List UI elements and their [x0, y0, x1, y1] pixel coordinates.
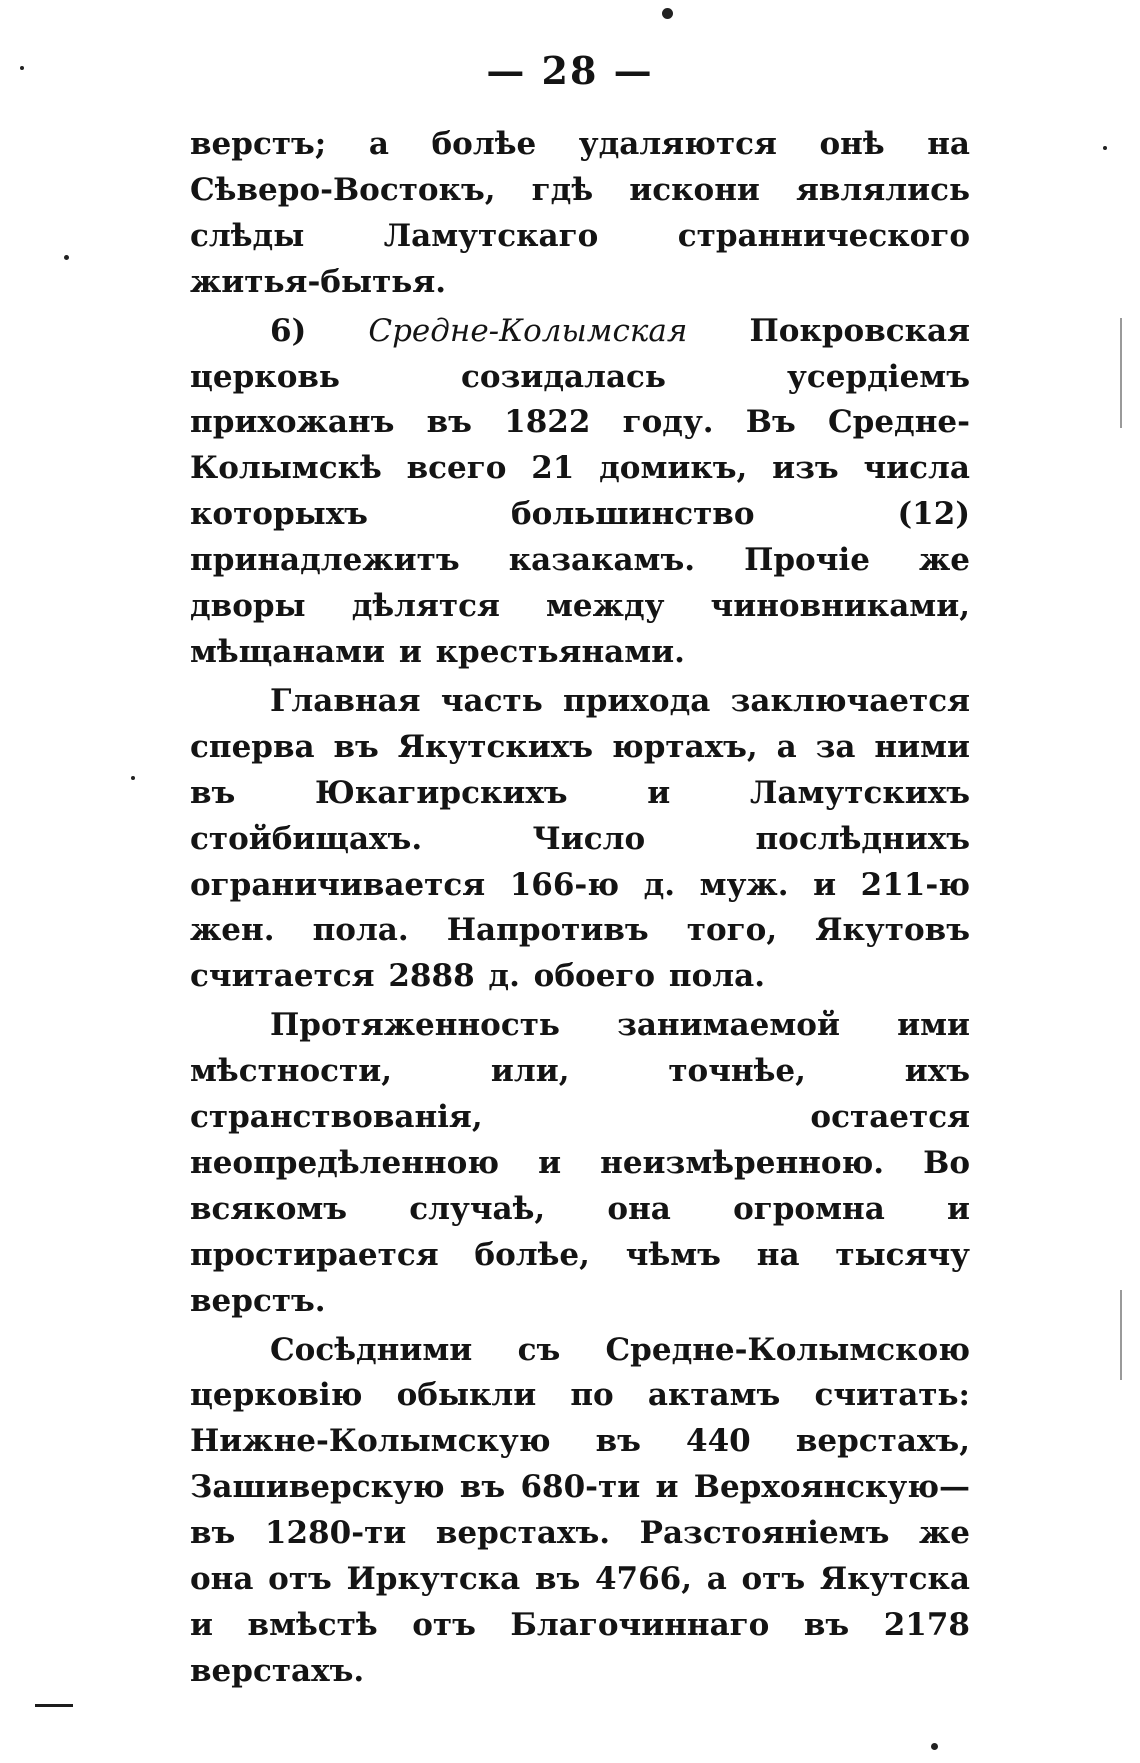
paragraph-3	[190, 679, 970, 1000]
scan-dash-mark	[35, 1704, 73, 1707]
paragraph-2-text: Покровская церковь созидалась усердіемъ прихожанъ въ 1822 году. Въ Средне-Колымскѣ всего 21 домикъ, изъ числа которыхъ большинство (12) принадлежитъ казакамъ. Прочіе же дворы дѣлятся между чиновниками, мѣщанами и крестьянами.	[190, 312, 970, 670]
scan-speck	[131, 776, 135, 780]
paragraph-2-emphasis: Средне-Колымская	[368, 312, 688, 349]
paragraph-2-lead: 6)	[270, 312, 369, 349]
paragraph-4-text: Протяженность занимаемой ими мѣстности, или, точнѣе, ихъ странствованія, остается неопредѣленною и неизмѣренною. Во всякомъ случаѣ, она огромна и простирается болѣе, чѣмъ на тысячу верстъ.	[190, 1007, 970, 1319]
scan-edge-mark	[1120, 1290, 1122, 1380]
paragraph-2	[190, 309, 970, 676]
scan-speck	[662, 8, 673, 19]
paragraph-5-text: Сосѣдними съ Средне-Колымскою церковію обыкли по актамъ считать: Нижне-Колымскую въ 440 верстахъ, Зашиверскую въ 680-ти и Верхоянскую—въ 1280-ти верстахъ. Разстояніемъ же она отъ Иркутска въ 4766, а отъ Якутска и вмѣстѣ отъ Благочиннаго въ 2178 верстахъ.	[190, 1331, 970, 1689]
scan-speck	[64, 255, 69, 260]
scan-speck	[1103, 146, 1107, 150]
scan-speck	[931, 1743, 938, 1750]
scan-speck	[20, 66, 24, 70]
body-text	[190, 122, 970, 1698]
paragraph-3-text: Главная часть прихода заключается сперва въ Якутскихъ юртахъ, а за ними въ Юкагирскихъ и Ламутскихъ стойбищахъ. Число послѣднихъ ограничивается 166-ю д. муж. и 211-ю жен. пола. Напротивъ того, Якутовъ считается 2888 д. обоего пола.	[190, 682, 970, 995]
paragraph-4	[190, 1003, 970, 1324]
scan-edge-mark	[1120, 318, 1122, 428]
paragraph-5	[190, 1328, 970, 1695]
page-number: — 28 —	[486, 48, 654, 93]
paragraph-1-text: верстъ; а болѣе удаляются онѣ на Сѣверо-Востокъ, гдѣ искони являлись слѣды Ламутскаго страннического житья-бытья.	[190, 126, 970, 300]
paragraph-1	[190, 122, 970, 306]
